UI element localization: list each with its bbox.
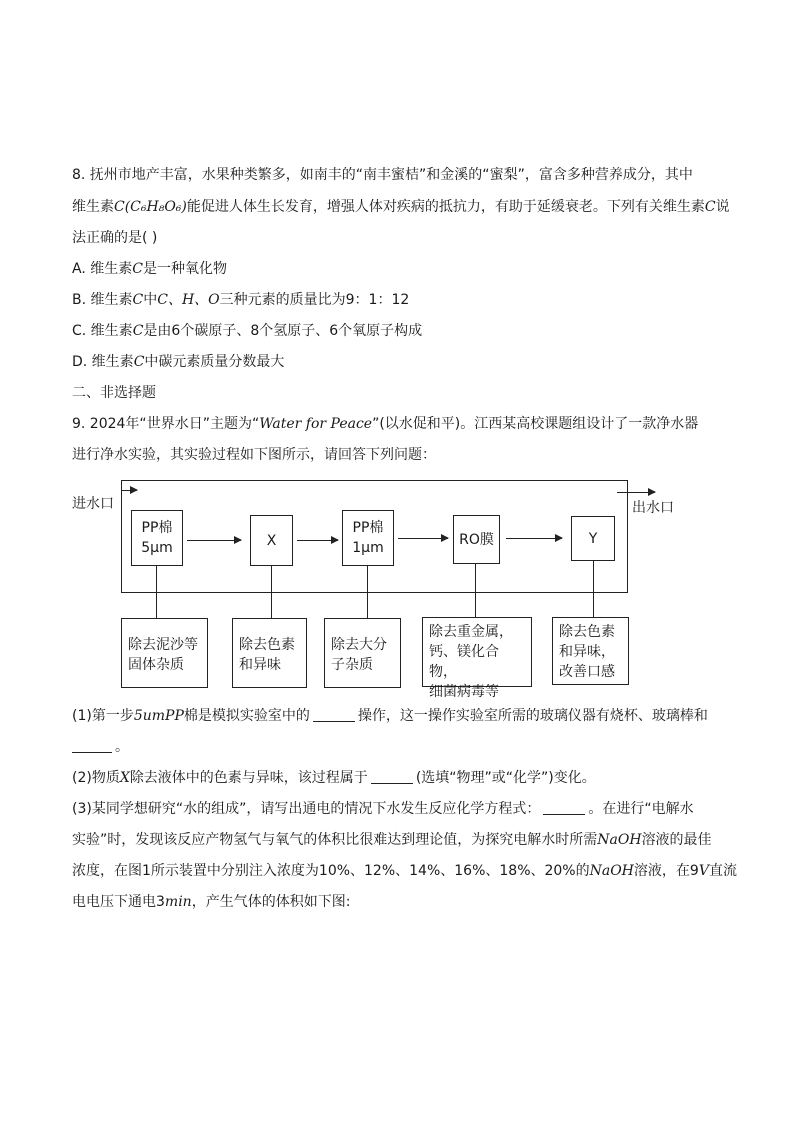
q9-text: NaOH bbox=[597, 832, 642, 848]
stage-pp-1um bbox=[342, 510, 394, 566]
desc-box-5 bbox=[552, 617, 629, 685]
theme-text: Water for Peace bbox=[259, 416, 373, 432]
option-text: 中碳元素质量分数最大 bbox=[144, 354, 285, 370]
q8-text: C bbox=[704, 199, 716, 215]
q9-stem-line2: 进行净水实验，其实验过程如下图所示，请回答下列问题： bbox=[72, 447, 436, 463]
q9-text: (3)某同学想研究“水的组成”，请写出通电的情况下水发生反应化学方程式： bbox=[72, 801, 541, 817]
q8-stem-line3: 法正确的是( ) bbox=[72, 230, 158, 246]
q9-sub2 bbox=[72, 768, 596, 788]
q9-text: 。 bbox=[115, 739, 129, 755]
q9-text: (2)物质 bbox=[72, 770, 120, 786]
option-text: C、H、O bbox=[157, 292, 220, 308]
q9-text: 实验”时，发现该反应产物氢气与氧气的体积比很难达到理论值，为探究电解水时所需 bbox=[72, 832, 598, 848]
q9-sub3-line3 bbox=[72, 861, 737, 881]
option-text: C bbox=[132, 261, 143, 277]
option-text: C bbox=[133, 354, 145, 370]
stage-pp-5um bbox=[131, 510, 183, 566]
desc-text: 固体杂质 bbox=[128, 657, 184, 673]
stage-label: RO膜 bbox=[459, 531, 494, 548]
q9-text: NaOH bbox=[589, 863, 634, 879]
desc-box-3 bbox=[324, 618, 401, 688]
desc-text: 除去色素 bbox=[239, 637, 295, 653]
stage-label: 1μm bbox=[352, 540, 384, 556]
outlet-label: 出水口 bbox=[632, 500, 674, 516]
q9-text: (选填“物理”或“化学”)变化。 bbox=[415, 770, 596, 786]
desc-text: 除去泥沙等 bbox=[128, 637, 198, 653]
q9-text: min bbox=[164, 894, 192, 910]
option-text: C bbox=[132, 323, 144, 339]
desc-text: 子杂质 bbox=[331, 657, 373, 673]
desc-text: 改善口感 bbox=[559, 664, 615, 680]
connector-line bbox=[475, 564, 476, 617]
answer-blank[interactable] bbox=[72, 738, 112, 753]
q9-sub1-line1 bbox=[72, 706, 708, 726]
q9-text: 溶液，在9 bbox=[633, 863, 699, 879]
q9-sub3-line2 bbox=[72, 830, 712, 850]
flow-arrow bbox=[398, 538, 448, 539]
vitamin-c-formula: C(C₆H₈O₆) bbox=[114, 199, 187, 215]
stage-label: X bbox=[266, 532, 277, 549]
option-text: B. 维生素 bbox=[72, 292, 133, 308]
connector-line bbox=[271, 566, 272, 618]
q8-stem-line1: 8. 抚州市地产丰富，水果种类繁多，如南丰的“南丰蜜桔”和金溪的“蜜梨”，富含多种营养成分，其中 bbox=[72, 167, 693, 183]
q9-text: (1)第一步 bbox=[72, 708, 134, 724]
answer-blank[interactable] bbox=[543, 800, 585, 815]
stage-label: PP棉 bbox=[352, 520, 384, 536]
option-text: 三种元素的质量比为9：1：12 bbox=[219, 292, 410, 308]
option-text: C. 维生素 bbox=[72, 323, 133, 339]
option-text: 中 bbox=[143, 292, 158, 308]
connector-line bbox=[367, 566, 368, 618]
q9-text: 棉是模拟实验室中的 bbox=[183, 708, 310, 724]
answer-blank[interactable] bbox=[371, 769, 413, 784]
flow-arrow bbox=[187, 540, 241, 541]
stage-ro-membrane bbox=[453, 515, 500, 564]
option-text: 是由6个碳原子、8个氢原子、6个氧原子构成 bbox=[143, 323, 423, 339]
q9-text: 除去液体中的色素与异味，该过程属于 bbox=[129, 770, 368, 786]
flow-arrow bbox=[297, 540, 338, 541]
connector-line bbox=[593, 561, 594, 617]
q9-text: 5umPP bbox=[133, 708, 184, 724]
q8-text: 能促进人体生长发育，增强人体对疾病的抵抗力，有助于延缓衰老。下列有关维生素 bbox=[186, 199, 705, 215]
q9-text: 直流 bbox=[708, 863, 737, 879]
option-text: C bbox=[132, 292, 144, 308]
desc-text: 和异味， bbox=[559, 644, 615, 660]
q9-text: ”(以水促和平)。江西某高校课题组设计了一款净水器 bbox=[372, 416, 699, 432]
q9-sub1-line2 bbox=[72, 737, 129, 757]
flow-arrow bbox=[506, 538, 562, 539]
outlet-arrow bbox=[617, 492, 655, 493]
stage-label: 5μm bbox=[141, 540, 173, 556]
stage-label: PP棉 bbox=[141, 520, 173, 536]
q9-sub3-line4 bbox=[72, 892, 350, 912]
desc-text: 和异味 bbox=[239, 657, 281, 673]
q8-text: 说 bbox=[715, 199, 730, 215]
inlet-arrow bbox=[121, 490, 137, 491]
option-text: D. 维生素 bbox=[72, 354, 134, 370]
q9-text: 电电压下通电3 bbox=[72, 894, 165, 910]
q9-text: V bbox=[698, 863, 709, 879]
q9-text: ，产生气体的体积如下图: bbox=[191, 894, 351, 910]
inlet-label: 进水口 bbox=[72, 496, 114, 512]
q9-text: 溶液的最佳 bbox=[641, 832, 712, 848]
stage-x bbox=[250, 515, 293, 566]
q9-text: 。在进行“电解水 bbox=[588, 801, 694, 817]
q9-text: X bbox=[119, 770, 130, 786]
stage-label: Y bbox=[588, 530, 598, 547]
q9-text: 操作，这一操作实验室所需的玻璃仪器有烧杯、玻璃棒和 bbox=[357, 708, 708, 724]
q9-text: 9. 2024年“世界水日”主题为“ bbox=[72, 416, 260, 432]
answer-blank[interactable] bbox=[313, 707, 355, 722]
desc-text: 钙、镁化合物， bbox=[429, 644, 499, 680]
desc-box-2 bbox=[232, 618, 307, 688]
connector-line bbox=[156, 566, 157, 618]
q8-text: 维生素 bbox=[72, 199, 114, 215]
q9-sub3-line1 bbox=[72, 799, 694, 819]
desc-box-1 bbox=[121, 618, 208, 688]
desc-box-4 bbox=[422, 617, 532, 700]
desc-text: 除去色素 bbox=[559, 624, 615, 640]
desc-text: 细菌病毒等 bbox=[429, 684, 499, 700]
q9-text: 浓度，在图1所示装置中分别注入浓度为10%、12%、14%、16%、18%、20%的 bbox=[72, 863, 590, 879]
desc-text: 除去大分 bbox=[331, 637, 387, 653]
option-text: A. 维生素 bbox=[72, 261, 133, 277]
option-text: 是一种氧化物 bbox=[142, 261, 227, 277]
stage-y bbox=[571, 516, 615, 561]
desc-text: 除去重金属， bbox=[429, 624, 513, 640]
section-heading: 二、非选择题 bbox=[72, 385, 156, 401]
